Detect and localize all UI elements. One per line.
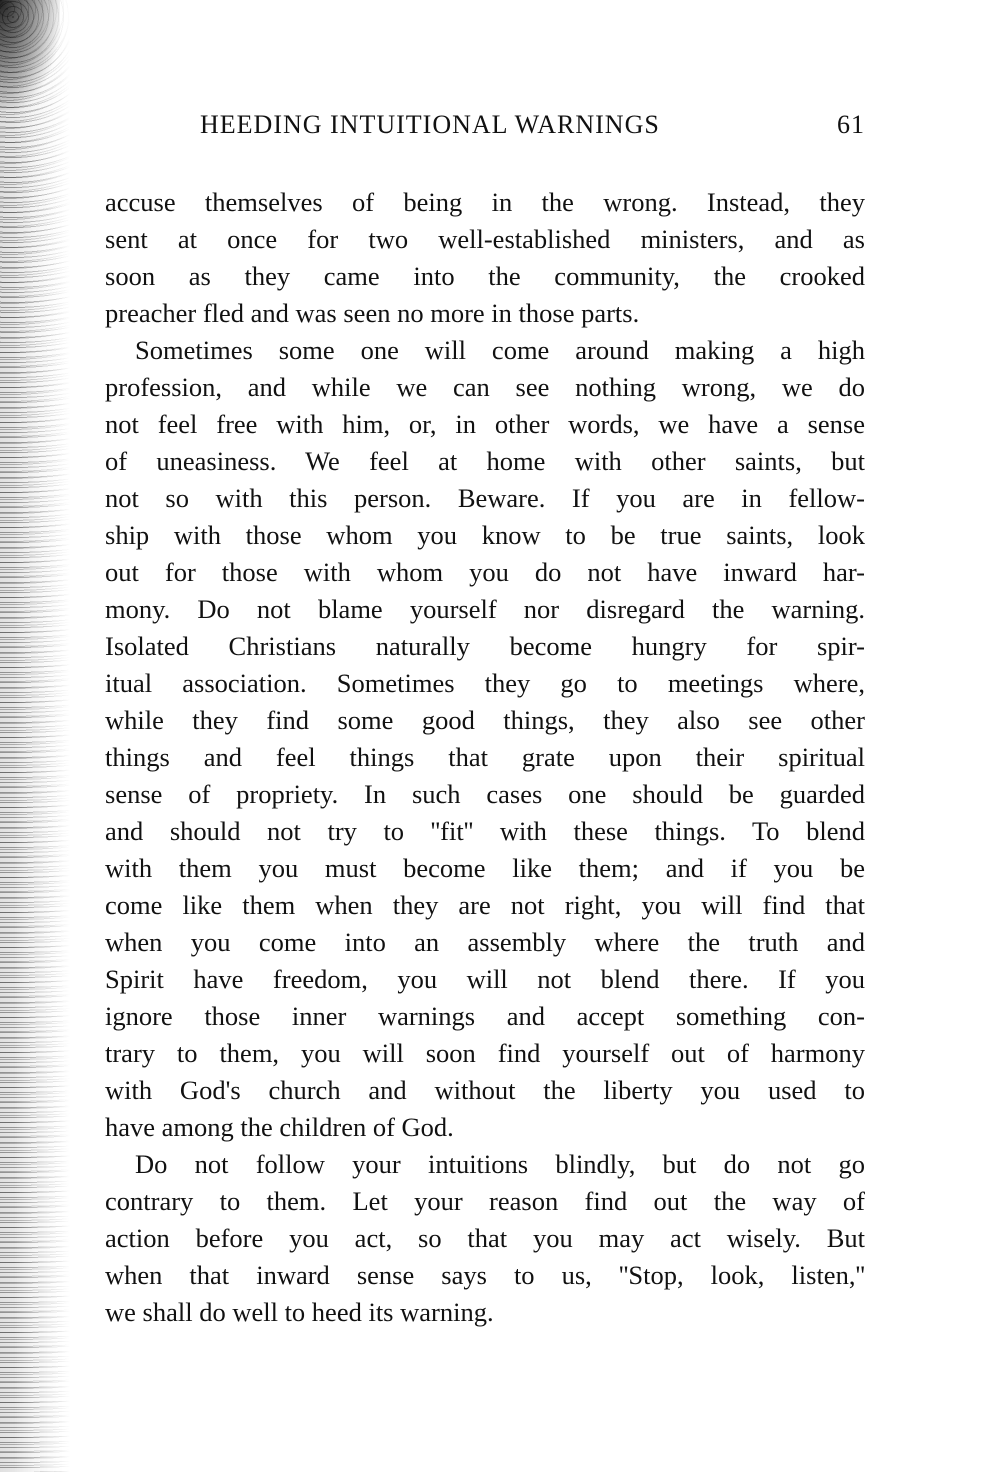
text-line: not so with this person. Beware. If you are in fellow-: [105, 483, 865, 513]
text-line: mony. Do not blame yourself nor disregard the warning.: [105, 594, 865, 624]
text-line: while they find some good things, they also see other: [105, 705, 865, 735]
text-line: Isolated Christians naturally become hungry for spir-: [105, 631, 865, 661]
scan-edge-shadow: [0, 0, 70, 1472]
page-number: 61: [837, 110, 865, 139]
text-line: of uneasiness. We feel at home with other saints, but: [105, 446, 865, 476]
text-line: ship with those whom you know to be true saints, look: [105, 520, 865, 550]
text-line: soon as they came into the community, the crooked: [105, 261, 865, 291]
text-line: with them you must become like them; and if you be: [105, 853, 865, 883]
text-line: with God's church and without the liberty you used to: [105, 1075, 865, 1105]
text-line: Do not follow your intuitions blindly, but do not go: [135, 1149, 865, 1179]
text-line: accuse themselves of being in the wrong. Instead, they: [105, 187, 865, 217]
text-line: have among the children of God.: [105, 1112, 454, 1142]
text-line: ignore those inner warnings and accept something con-: [105, 1001, 865, 1031]
chapter-title: HEEDING INTUITIONAL WARNINGS: [200, 110, 660, 139]
text-line: sent at once for two well-established ministers, and as: [105, 224, 865, 254]
text-line: not feel free with him, or, in other words, we have a sense: [105, 409, 865, 439]
text-line: when you come into an assembly where the truth and: [105, 927, 865, 957]
text-line: we shall do well to heed its warning.: [105, 1297, 494, 1327]
text-line: trary to them, you will soon find yourself out of harmony: [105, 1038, 865, 1068]
running-header: [200, 110, 865, 144]
text-line: itual association. Sometimes they go to meetings where,: [105, 668, 865, 698]
text-line: action before you act, so that you may act wisely. But: [105, 1223, 865, 1253]
text-line: Sometimes some one will come around making a high: [135, 335, 865, 365]
text-line: contrary to them. Let your reason find out the way of: [105, 1186, 865, 1216]
page-body: [105, 184, 865, 1331]
text-line: sense of propriety. In such cases one should be guarded: [105, 779, 865, 809]
text-line: preacher fled and was seen no more in those parts.: [105, 298, 640, 328]
text-line: out for those with whom you do not have inward har-: [105, 557, 865, 587]
text-line: when that inward sense says to us, ''Stop, look, listen,'': [105, 1260, 865, 1290]
text-line: profession, and while we can see nothing wrong, we do: [105, 372, 865, 402]
scan-corner-shadow: [0, 0, 60, 110]
text-line: come like them when they are not right, you will find that: [105, 890, 865, 920]
text-line: Spirit have freedom, you will not blend there. If you: [105, 964, 865, 994]
text-line: and should not try to ''fit'' with these things. To blend: [105, 816, 865, 846]
text-line: things and feel things that grate upon their spiritual: [105, 742, 865, 772]
